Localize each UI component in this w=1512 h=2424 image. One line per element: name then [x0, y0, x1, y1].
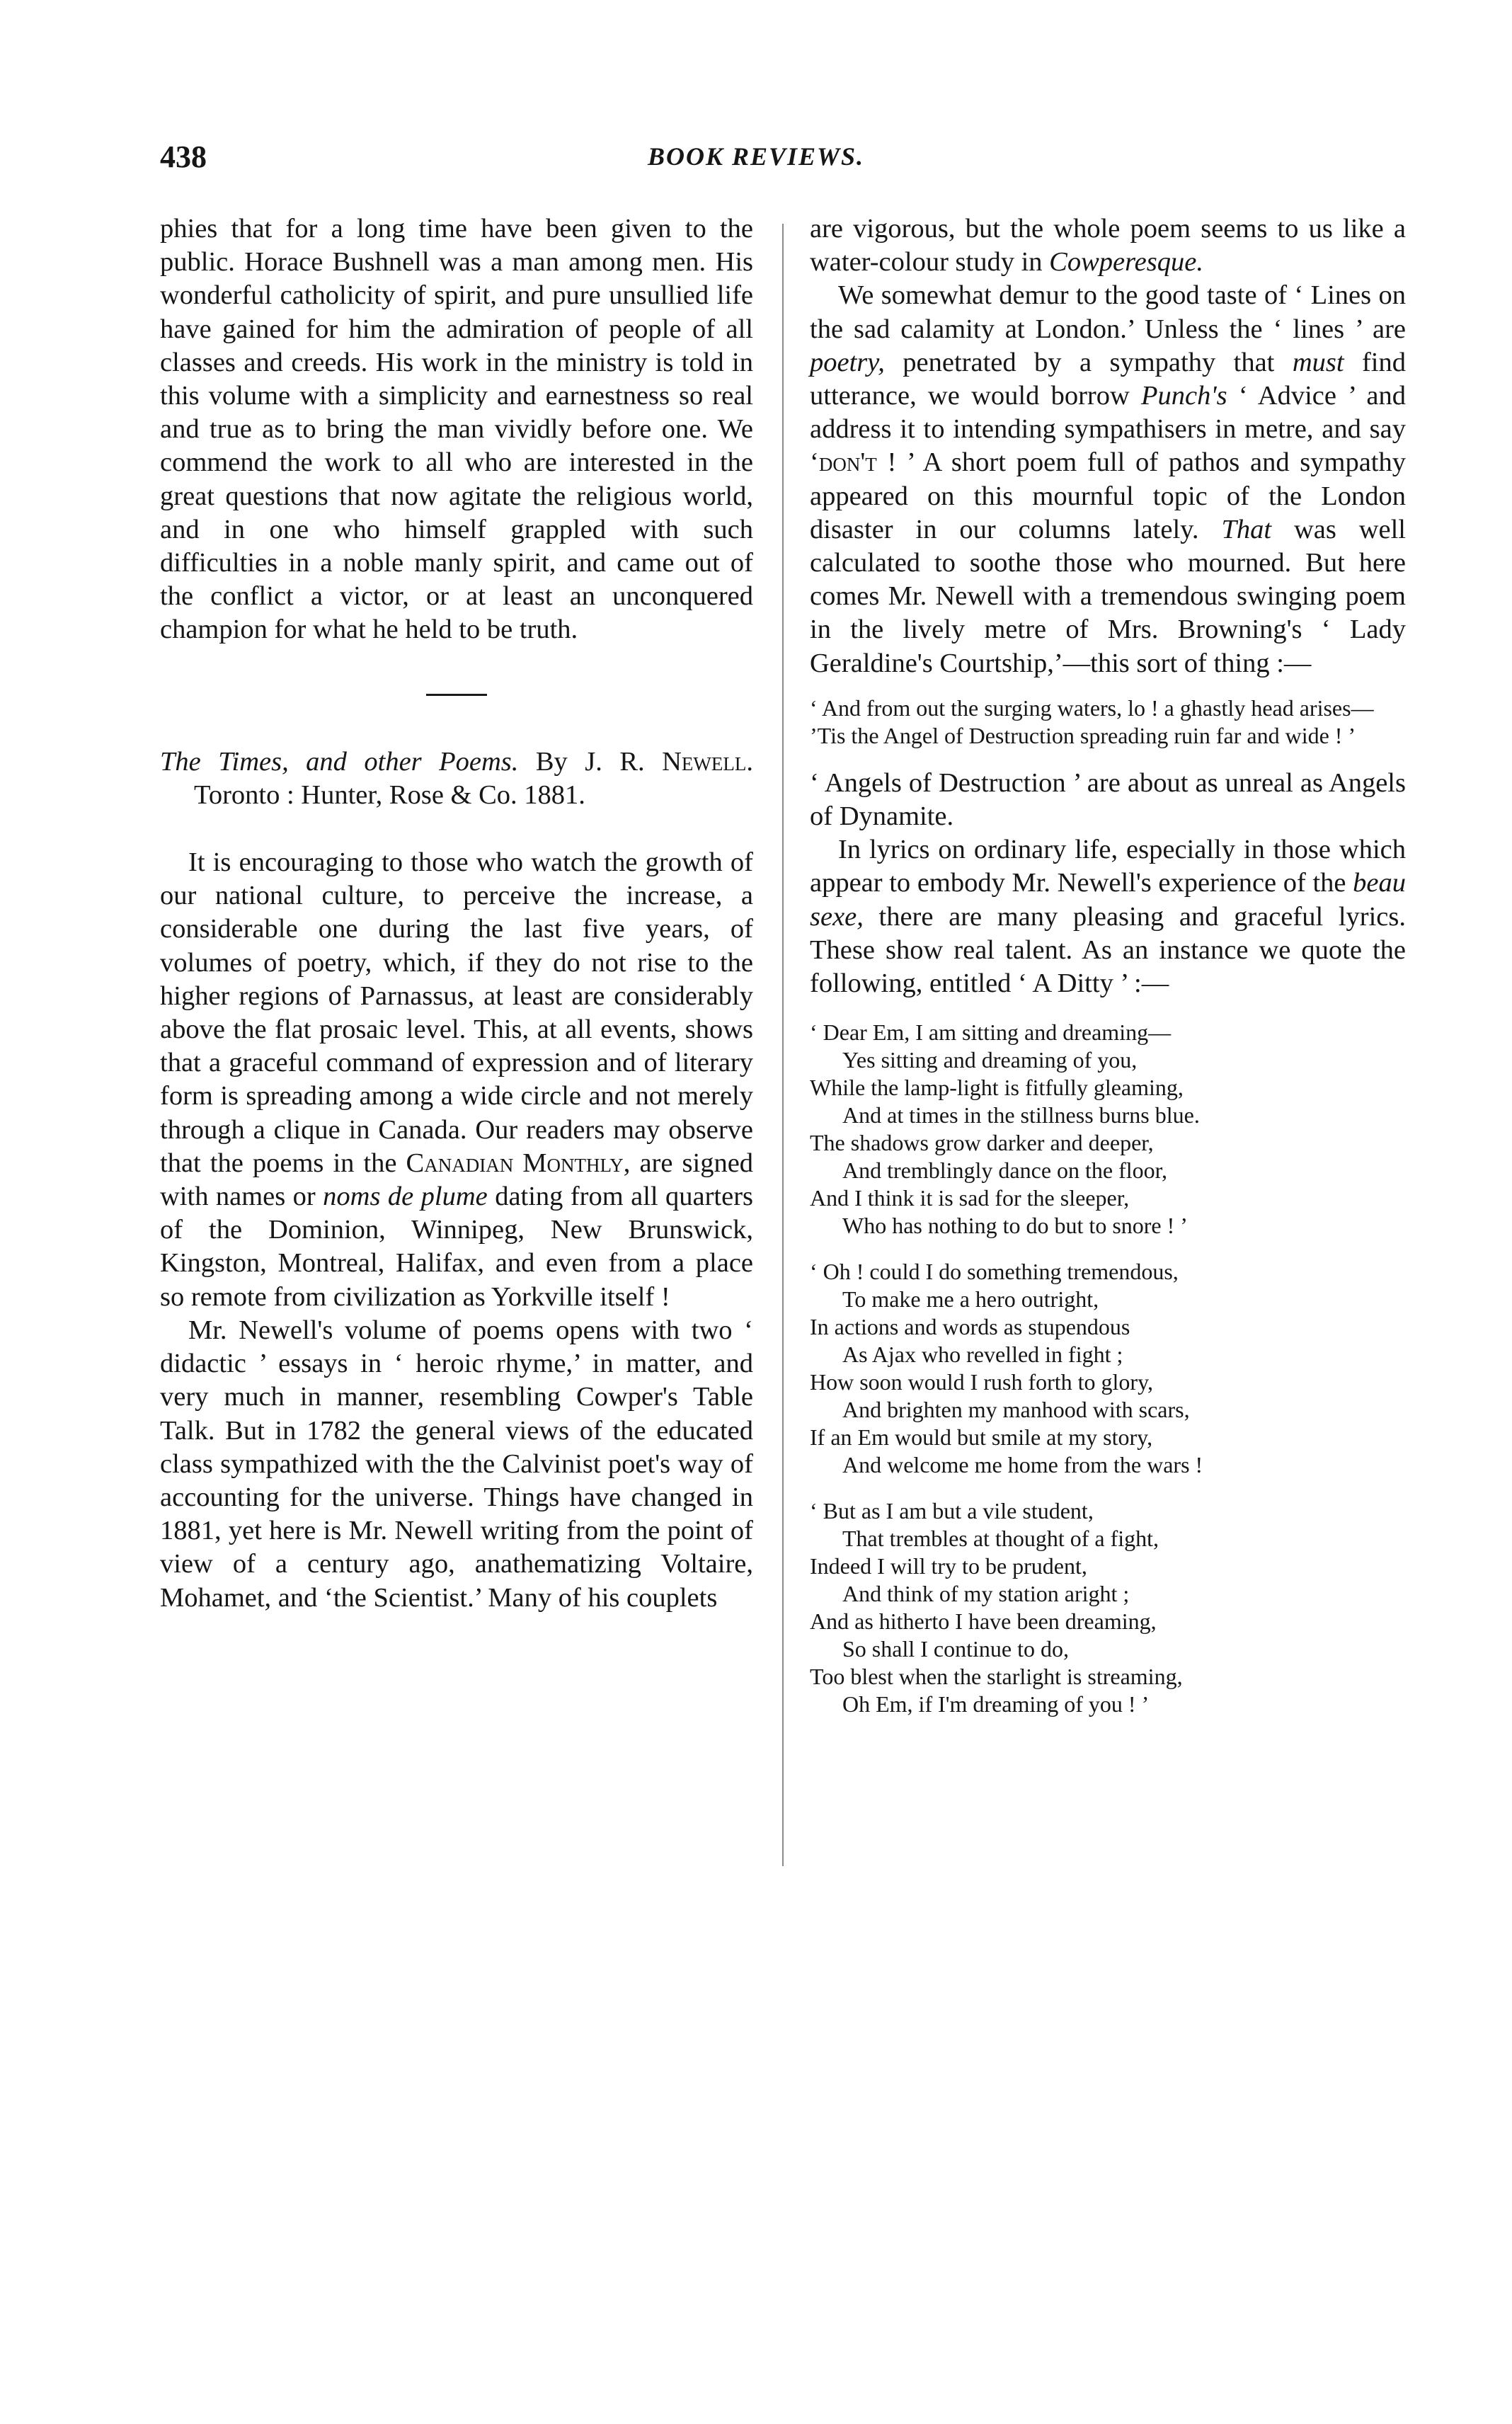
poem-line: And I think it is sad for the sleeper,: [810, 1185, 1130, 1211]
review-paragraph-1: [160, 846, 753, 1314]
italic-phrase: must: [1292, 347, 1344, 377]
poem-line: In actions and words as stupendous: [810, 1314, 1130, 1340]
paragraph-text: find utterance, we would borrow: [810, 347, 1407, 411]
paragraph-text: there are many pleasing and graceful lyrics. These show real talent. As an instance we quote the following, entitled ‘ A Ditty ’ :—: [810, 901, 1406, 999]
italic-phrase: beau sexe,: [810, 868, 1406, 932]
poem-stanza-1: [810, 1019, 1406, 1240]
continued-paragraph: phies that for a long time have been given to the public. Horace Bushnell was a man among men. His wonderful catholicity of spirit, and pure unsullied life have gained for him the admiration of people of all classes and creeds. His work in the ministry is told in this volume with a simplicity and earnestness so real and true as to bring the man vividly before one. We commend the work to all who are interested in the great questions that now agitate the religious world, and in one who himself grappled with such difficulties in a noble manly spirit, and came out of the conflict a victor, or at least an unconquered champion for what he held to be truth.: [160, 214, 753, 645]
small-caps-word: don't: [818, 447, 877, 478]
poem-stanza-2: [810, 1258, 1406, 1479]
magazine-name: Canadian Monthly,: [406, 1148, 631, 1178]
paragraph-text: It is encouraging to those who watch the growth of our national culture, to perceive the increase, a considerable one during the last five years, of volumes of poetry, which, if they do not rise to the higher regions of Parnassus, at least are considerably above the flat prosaic level. This, at all events, shows that a graceful command of expression and of literary form is spreading among a wide circle and not merely through a clique in Canada. Our readers may observe that the poems in the: [160, 847, 753, 1178]
italic-phrase: That: [1221, 514, 1272, 544]
poem-line: While the lamp-light is fitfully gleaming,: [810, 1075, 1184, 1101]
review-heading: [160, 745, 753, 812]
block-quote: [810, 694, 1406, 750]
angels-paragraph: ‘ Angels of Destruction ’ are about as unreal as Angels of Dynamite.: [810, 767, 1406, 832]
poem-line: To make me a hero outright,: [842, 1286, 1099, 1313]
poem-line: And brighten my manhood with scars,: [842, 1397, 1190, 1423]
page-number: 438: [160, 139, 207, 174]
paragraph-text: ‘ Advice ’ and address it to intending sympathisers in metre, and say ‘: [810, 381, 1407, 478]
poem-line: And at times in the stillness burns blue.: [842, 1102, 1200, 1128]
poem-line: As Ajax who revelled in fight ;: [842, 1342, 1123, 1368]
paragraph-text: We somewhat demur to the good taste of ‘ Lines on the sad calamity at London.’ Unless the ‘ lines ’ are: [810, 280, 1406, 344]
book-author: Newell.: [662, 746, 753, 777]
paragraph-text: was well calculated to soothe those who mourned. But here comes Mr. Newell with a tremendous swinging poem in the lively metre of Mrs. Browning's ‘ Lady Geraldine's Courtship,’—this sort of thing :—: [810, 514, 1406, 678]
poem-line: ‘ Oh ! could I do something tremendous,: [810, 1259, 1179, 1285]
poem-line: ‘ But as I am but a vile student,: [810, 1498, 1094, 1524]
poem-line: So shall I continue to do,: [842, 1636, 1069, 1662]
poem-line: How soon would I rush forth to glory,: [810, 1369, 1153, 1395]
paragraph-text: are vigorous, but the whole poem seems to us like a water-colour study in: [810, 214, 1406, 278]
poem-line: ‘ Dear Em, I am sitting and dreaming—: [810, 1019, 1172, 1046]
lyrics-paragraph: [810, 833, 1406, 1000]
italic-phrase: poetry,: [810, 347, 885, 377]
poem-line: If an Em would but smile at my story,: [810, 1424, 1153, 1451]
right-continued-paragraph: [810, 212, 1406, 279]
poem-line: Yes sitting and dreaming of you,: [842, 1047, 1138, 1073]
poem-line: The shadows grow darker and deeper,: [810, 1130, 1154, 1156]
book-title: The Times, and other Poems.: [160, 746, 519, 777]
running-title: BOOK REVIEWS.: [647, 142, 865, 171]
poem-line: Who has nothing to do but to snore ! ’: [842, 1213, 1188, 1239]
italic-phrase: noms de plume: [323, 1182, 488, 1212]
book-publisher: Toronto : Hunter, Rose & Co. 1881.: [194, 779, 585, 810]
paragraph-text: ! ’ A short poem full of pathos and sympathy appeared on this mournful topic of the London disaster in our columns lately.: [810, 447, 1406, 544]
right-column: [810, 212, 1406, 1718]
book-by: By J. R.: [535, 746, 645, 777]
column-divider: [782, 224, 784, 1866]
poem-line: Oh Em, if I'm dreaming of you ! ’: [842, 1691, 1150, 1717]
poem-line: And tremblingly dance on the floor,: [842, 1157, 1168, 1184]
italic-phrase: Punch's: [1141, 381, 1227, 411]
quote-line: ’Tis the Angel of Destruction spreading ruin far and wide ! ’: [810, 722, 1356, 748]
poem-line: And think of my station aright ;: [842, 1581, 1130, 1607]
paragraph-text: In lyrics on ordinary life, especially in those which appear to embody Mr. Newell's experience of the: [810, 835, 1406, 898]
paragraph-text: are signed with names or: [160, 1148, 754, 1212]
demur-paragraph: [810, 279, 1406, 680]
page-header: [0, 139, 1512, 181]
poem-stanza-3: [810, 1497, 1406, 1718]
section-divider: [426, 694, 487, 696]
quote-line: ‘ And from out the surging waters, lo ! a ghastly head arises—: [810, 694, 1374, 721]
poem-line: And welcome me home from the wars !: [842, 1452, 1203, 1478]
left-column: [160, 212, 753, 1615]
paragraph-text: penetrated by a sympathy that: [903, 347, 1275, 377]
paragraph-text: dating from all quarters of the Dominion, Winnipeg, New Brunswick, Kingston, Montreal, Halifax, and even from a place so remote from civilization as Yorkville itself !: [160, 1182, 754, 1312]
poem-line: Too blest when the starlight is streaming,: [810, 1664, 1183, 1690]
italic-phrase: Cowperesque.: [1049, 247, 1203, 278]
poem-line: Indeed I will try to be prudent,: [810, 1553, 1087, 1579]
review-paragraph-2: Mr. Newell's volume of poems opens with two ‘ didactic ’ essays in ‘ heroic rhyme,’ in matter, and very much in manner, resembling Cowper's Table Talk. But in 1782 the general views of the educated class sympathized with the the Calvinist poet's way of accounting for the universe. Things have changed in 1881, yet here is Mr. Newell writing from the point of view of a century ago, anathematizing Voltaire, Mohamet, and ‘the Scientist.’ Many of his couplets: [160, 1315, 753, 1613]
poem-line: And as hitherto I have been dreaming,: [810, 1608, 1157, 1635]
poem-line: That trembles at thought of a fight,: [842, 1526, 1159, 1552]
